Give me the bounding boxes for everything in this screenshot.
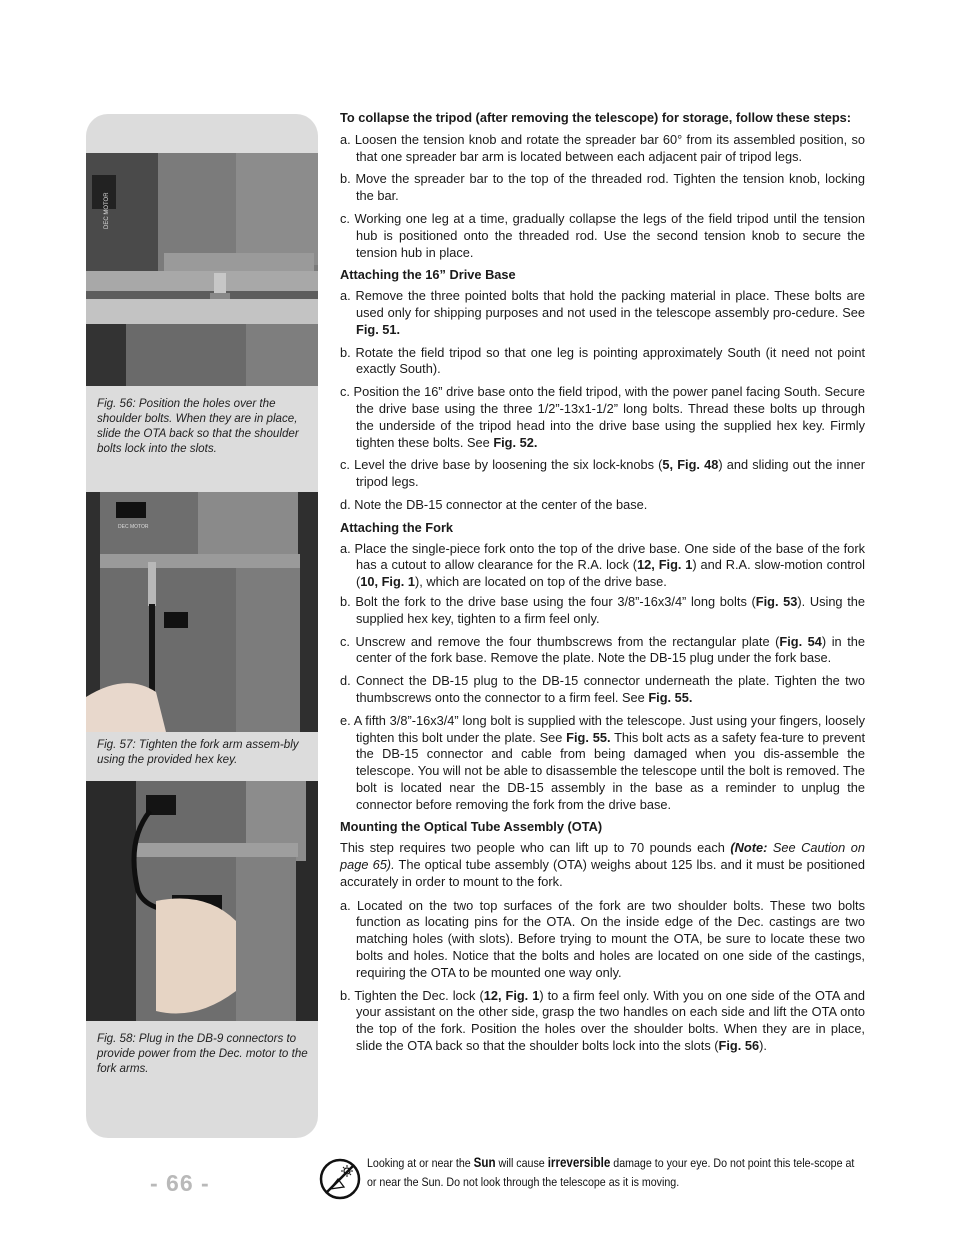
sun-warning-text: Looking at or near the Sun will cause irreversible damage to your eye. Do not point this tele-scope at or near the Sun. Do not look through the telescope as it is moving. (367, 1155, 855, 1189)
fork-step-a: a. Place the single-piece fork onto the top of the drive base. One side of the base of the fork has a cutout to allow clearance for the R.A. lock (12, Fig. 1) and R.A. slow-motion control (10, Fig. 1), which are located on top of the drive base. (340, 540, 865, 590)
collapse-heading: To collapse the tripod (after removing the telescope) for storage, follow these steps: (340, 110, 852, 125)
dec-motor-label: DEC MOTOR (104, 192, 110, 229)
fig58-caption: Fig. 58: Plug in the DB-9 connectors to provide power from the Dec. motor to the fork arms. (97, 1032, 308, 1075)
drive-step-c1: c. Position the 16” drive base onto the field tripod, with the power panel facing South. Secure the drive base using the three 1/2”-13x1-1/2” long bolts. Thread these bolts up through the underside of the tripod head into the drive base using the supplied hex key. Firmly tighten these bolts. See Fig. 52. (340, 384, 865, 450)
fig58-photo (86, 781, 318, 1021)
fork-step-e: e. A fifth 3/8”-16x3/4” long bolt is supplied with the telescope. Just using your fingers, loosely tighten this bolt under the plate. See Fig. 55. This bolt acts as a safety fea-ture to prevent the DB-15 connector and cable from being damaged when you dis-assemble the telescope. You will not be able to disassemble the telescope until the bolt is removed. The bolt is located near the DB-15 assembly in the base as a reminder to unplug the connector before removing the fork from the drive base. (340, 712, 866, 812)
ota-intro: This step requires two people who can lift up to 70 pounds each (Note: See Caution on page 65). The optical tube assembly (OTA) weighs about 125 lbs. and it must be positioned accurately in order to mount to the fork. (340, 840, 866, 889)
drive-step-c2: c. Level the drive base by loosening the six lock-knobs (5, Fig. 48) and sliding out the inner tripod legs. (340, 457, 865, 490)
drive-step-a: a. Remove the three pointed bolts that hold the packing material in place. These bolts are used only for shipping purposes and not used in the telescope assembly pro-cedure. See Fig. 51. (340, 288, 865, 337)
fig56-caption: Fig. 56: Position the holes over the shoulder bolts. When they are in place, slide the OTA back so that the shoulder bolts lock into the slots. (97, 397, 299, 455)
drive-step-d: d. Note the DB-15 connector at the center of the base. (340, 496, 648, 512)
fork-step-b: b. Bolt the fork to the drive base using the four 3/8”-16x3/4” long bolts (Fig. 53). Using the supplied hex key, tighten to a firm feel only. (340, 593, 865, 626)
collapse-step-c: c. Working one leg at a time, gradually collapse the legs of the field tripod until the tension hub is positioned onto the threaded rod. Use the second tension knob to secure the tension hub in place. (340, 210, 865, 260)
fig57-panel-label: DEC MOTOR (118, 524, 149, 530)
fig57-photo (86, 492, 318, 732)
ota-step-b: b. Tighten the Dec. lock (12, Fig. 1) to a firm feel only. With you on one side of the OTA and your assistant on the other side, grasp the two handles on each side and lift the OTA onto the top of the fork. Position the holes over the shoulder bolts. When they are in place, slide the OTA back so that the shoulder bolts lock into the slots (Fig. 56). (340, 987, 866, 1054)
page-number: - 66 - (150, 1170, 210, 1196)
fig56-photo (86, 153, 318, 386)
fork-step-c: c. Unscrew and remove the four thumbscrews from the rectangular plate (Fig. 54) in the center of the fork base. Remove the plate. Note the DB-15 plug under the fork base. (340, 633, 866, 666)
ota-step-a: a. Located on the two top surfaces of the fork are two shoulder bolts. These two bolts function as locating pins for the OTA. On the inside edge of the Dec. castings are two matching holes (with slots). Before trying to mount the OTA, be sure to locate these two bolts and holes. Notice that the bolts and holes are located on one side of the castings, requiring the OTA to be mounted one way only. (340, 897, 865, 980)
fig57-caption: Fig. 57: Tighten the fork arm assem-bly using the provided hex key. (97, 738, 299, 766)
collapse-step-a: a. Loosen the tension knob and rotate the spreader bar 60° from its assembled position, so that one spreader bar arm is located between each adjacent pair of tripod legs. (340, 131, 865, 164)
sun-warning-icon (318, 1157, 362, 1201)
drive-base-heading: Attaching the 16” Drive Base (340, 267, 516, 283)
main-text (340, 110, 865, 1061)
drive-step-b: b. Rotate the field tripod so that one leg is pointing approximately South (it need not point exactly South). (340, 344, 865, 377)
ota-heading: Mounting the Optical Tube Assembly (OTA) (340, 819, 603, 835)
collapse-step-b: b. Move the spreader bar to the top of the threaded rod. Tighten the tension knob, locking the bar. (340, 171, 865, 204)
fork-heading: Attaching the Fork (340, 519, 454, 535)
fork-step-d: d. Connect the DB-15 plug to the DB-15 connector underneath the plate. Tighten the two thumbscrews onto the connector to a firm feel. See Fig. 55. (340, 673, 865, 705)
